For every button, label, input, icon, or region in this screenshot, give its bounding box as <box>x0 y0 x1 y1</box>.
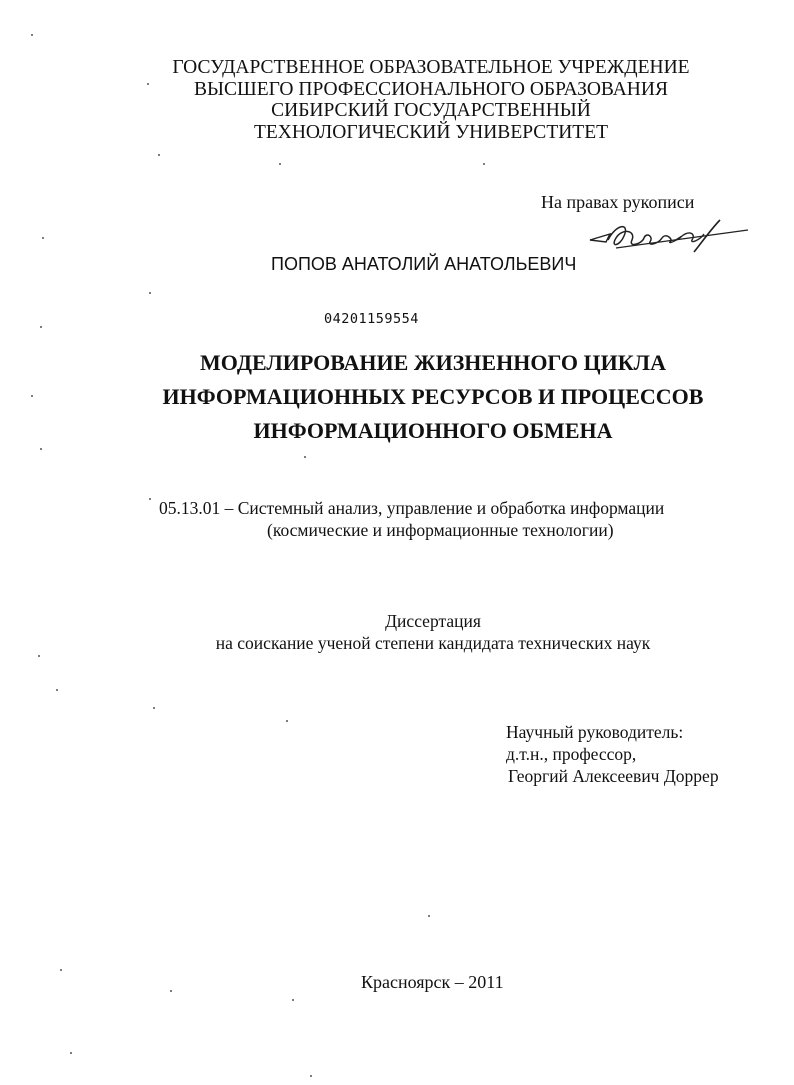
specialty-code <box>159 497 664 541</box>
institution-line: ВЫСШЕГО ПРОФЕССИОНАЛЬНОГО ОБРАЗОВАНИЯ <box>194 78 668 100</box>
scan-speck <box>279 163 281 165</box>
scan-speck <box>158 154 160 156</box>
scan-speck <box>60 969 62 971</box>
supervisor-name: Георгий Алексеевич Доррер <box>508 766 719 786</box>
scan-speck <box>428 915 430 917</box>
title-line: ИНФОРМАЦИОННОГО ОБМЕНА <box>253 418 613 443</box>
scan-speck <box>70 1052 72 1054</box>
degree-statement <box>0 610 794 654</box>
supervisor-rank: д.т.н., профессор, <box>506 744 637 764</box>
scan-speck <box>31 34 33 36</box>
title-line: ИНФОРМАЦИОННЫХ РЕСУРСОВ И ПРОЦЕССОВ <box>162 384 704 409</box>
institution-line: ТЕХНОЛОГИЧЕСКИЙ УНИВЕРСТИТЕТ <box>253 121 609 143</box>
degree-line: на соискание ученой степени кандидата технических наук <box>215 633 651 653</box>
scan-speck <box>304 456 306 458</box>
scientific-supervisor <box>506 721 719 787</box>
author-name: ПОПОВ АНАТОЛИЙ АНАТОЛЬЕВИЧ <box>271 254 577 274</box>
specialty-line: (космические и информационные технологии) <box>267 520 614 540</box>
institution-line: ГОСУДАРСТВЕННОЕ ОБРАЗОВАТЕЛЬНОЕ УЧРЕЖДЕНИЕ <box>172 57 690 78</box>
scan-speck <box>310 1075 312 1077</box>
scan-speck <box>153 707 155 709</box>
scan-speck <box>170 990 172 992</box>
institution-line: СИБИРСКИЙ ГОСУДАРСТВЕННЫЙ <box>271 100 591 121</box>
scan-speck <box>42 237 44 239</box>
scan-speck <box>40 326 42 328</box>
registration-number: 04201159554 <box>324 311 419 327</box>
supervisor-label: Научный руководитель: <box>506 722 684 742</box>
city-year: Красноярск – 2011 <box>361 972 504 992</box>
specialty-line: 05.13.01 – Системный анализ, управление и обработка информации <box>159 498 665 518</box>
scan-speck <box>38 655 40 657</box>
scan-speck <box>149 292 151 294</box>
scan-speck <box>149 498 151 500</box>
degree-line: Диссертация <box>385 611 481 631</box>
scan-speck <box>40 448 42 450</box>
scan-speck <box>31 395 33 397</box>
scan-speck <box>147 83 149 85</box>
scan-speck <box>483 163 485 165</box>
manuscript-rights-note: На правах рукописи <box>541 192 695 212</box>
scan-speck <box>56 689 58 691</box>
institution-header <box>0 57 794 143</box>
author-signature <box>586 214 751 258</box>
dissertation-title <box>0 346 794 448</box>
scan-speck <box>286 720 288 722</box>
scan-speck <box>292 999 294 1001</box>
title-line: МОДЕЛИРОВАНИЕ ЖИЗНЕННОГО ЦИКЛА <box>200 350 666 375</box>
